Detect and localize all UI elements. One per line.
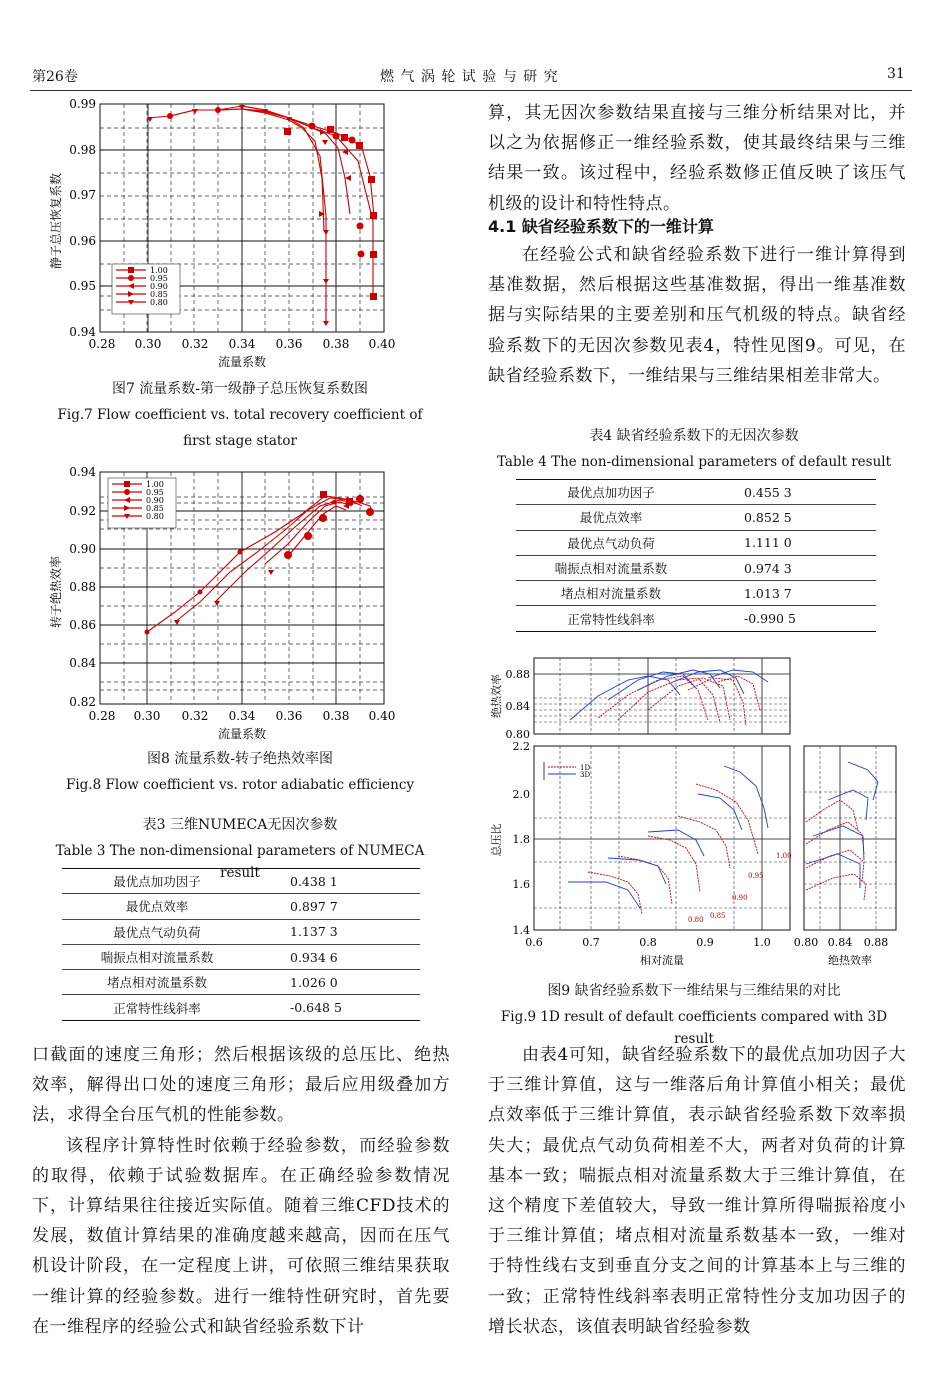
- figure-9: [488, 650, 908, 975]
- legend-label: 0.95: [146, 488, 164, 497]
- x-tick: 0.28: [88, 709, 116, 723]
- right-body-text-mid: [488, 240, 906, 391]
- y-tick: 0.80: [505, 728, 530, 741]
- y-tick: 1.8: [512, 833, 530, 846]
- speed-line-label: 0.95: [748, 872, 764, 880]
- y-axis-label: 转子绝热效率: [49, 555, 63, 629]
- legend-marker-circle: [124, 489, 130, 495]
- table-cell: 1.013 7: [706, 581, 876, 606]
- table-cell: 0.438 1: [252, 869, 420, 894]
- x-tick: 0.40: [368, 337, 396, 351]
- x-tick: 0.84: [827, 936, 853, 949]
- figure-8: [40, 462, 460, 742]
- legend-label: 0.85: [146, 504, 164, 513]
- y-tick: 0.84: [69, 656, 96, 670]
- speed-line-label: 1.00: [776, 852, 792, 860]
- x-tick: 0.6: [525, 936, 543, 949]
- legend-label: 0.90: [146, 496, 164, 505]
- x-tick: 0.80: [793, 936, 819, 949]
- table-4: [516, 479, 876, 632]
- y-tick: 0.94: [69, 325, 96, 339]
- legend-marker-square: [128, 267, 134, 273]
- table-cell: 正常特性线斜率: [516, 606, 706, 631]
- table-cell: -0.990 5: [706, 606, 876, 631]
- table-cell: 最优点效率: [516, 505, 706, 530]
- x-axis-label: 绝热效率: [828, 954, 872, 967]
- y-tick: 1.6: [512, 878, 530, 891]
- y-tick: 0.88: [505, 668, 530, 681]
- y-tick: 0.97: [69, 188, 96, 202]
- y-tick: 0.86: [69, 618, 96, 632]
- legend-marker-square: [124, 481, 130, 487]
- fig7-caption-en-2: first stage stator: [183, 433, 297, 449]
- x-tick: 0.8: [639, 936, 657, 949]
- x-tick: 0.7: [582, 936, 600, 949]
- table-3: [62, 868, 420, 1021]
- table-row: [62, 919, 420, 944]
- x-tick: 0.38: [322, 709, 350, 723]
- y-tick: 0.99: [69, 97, 96, 111]
- table-row: [516, 505, 876, 530]
- legend-label: 0.80: [150, 298, 168, 307]
- x-tick: 0.34: [228, 337, 256, 351]
- table4-title-en: Table 4 The non-dimensional parameters of default result: [496, 454, 892, 470]
- table-cell: 0.852 5: [706, 505, 876, 530]
- fig7-caption-cn: 图7 流量系数-第一级静子总压恢复系数图: [111, 381, 369, 397]
- fig9-caption-en: Fig.9 1D result of default coefficients compared with 3D result: [500, 1009, 888, 1047]
- legend-label: 0.90: [150, 282, 168, 291]
- x-tick: 0.38: [322, 337, 350, 351]
- table-cell: 1.111 0: [706, 530, 876, 555]
- x-tick: 0.36: [275, 337, 303, 351]
- table3-title-en: Table 3 The non-dimensional parameters of NUMECA result: [55, 843, 425, 881]
- table-cell: -0.648 5: [252, 995, 420, 1020]
- table-row: [516, 480, 876, 505]
- table-row: [516, 530, 876, 555]
- x-axis-label: 流量系数: [217, 727, 267, 741]
- x-axis-label: 相对流量: [640, 954, 684, 967]
- fig8-caption-en: Fig.8 Flow coefficient vs. rotor adiabatic efficiency: [65, 777, 415, 793]
- x-tick: 0.9: [696, 936, 714, 949]
- y-tick: 0.96: [69, 234, 96, 248]
- table-row: [516, 555, 876, 580]
- legend-marker-circle: [128, 275, 134, 281]
- table-cell: 正常特性线斜率: [62, 995, 252, 1020]
- y-tick: 0.90: [69, 542, 96, 556]
- x-tick: 1.0: [753, 936, 771, 949]
- fig7-caption-en-1: Fig.7 Flow coefficient vs. total recovery coefficient of: [57, 407, 423, 423]
- table-cell: 喘振点相对流量系数: [516, 555, 706, 580]
- table-row: [516, 581, 876, 606]
- legend-label: 0.85: [150, 290, 168, 299]
- section-heading: 4.1 缺省经验系数下的一维计算: [488, 217, 714, 236]
- y-tick: 0.88: [69, 580, 96, 594]
- x-tick: 0.28: [88, 337, 116, 351]
- legend-label: 0.80: [146, 512, 164, 521]
- table-cell: 0.934 6: [252, 944, 420, 969]
- table4-title-cn: 表4 缺省经验系数下的无因次参数: [589, 428, 799, 444]
- left-body-text: [32, 1040, 450, 1342]
- paragraph: 由表4可知，缺省经验系数下的最优点加功因子大于三维计算值，这与一维落后角计算值小相关；最优点效率低于三维计算值，表示缺省经验系数下效率损失大；最优点气动负荷相差不大，两者对负荷的计算基本一致；喘振点相对流量系数大于三维计算值，在这个精度下差值较大，导致一维计算所得喘振裕度小于三维计算值；堵点相对流量系数基本一致，一维对于特性线右支到垂直分支之间的计算基本上与三维的一致；正常特性线斜率表明正常特性分支加功因子的增长状态，该值表明缺省经验参数: [488, 1045, 906, 1337]
- table-cell: 1.026 0: [252, 970, 420, 995]
- table-row: [62, 894, 420, 919]
- table-cell: 堵点相对流量系数: [516, 581, 706, 606]
- table-row: [62, 995, 420, 1020]
- x-tick: 0.32: [181, 337, 209, 351]
- speed-line-label: 0.85: [710, 912, 726, 920]
- table-cell: 堵点相对流量系数: [62, 970, 252, 995]
- paragraph: 口截面的速度三角形；然后根据该级的总压比、绝热效率，解得出口处的速度三角形；最后应用级叠加方法，求得全台压气机的性能参数。: [32, 1045, 450, 1126]
- y-tick: 0.92: [69, 504, 96, 518]
- x-tick: 0.36: [275, 709, 303, 723]
- y-axis-label: 绝热效率: [490, 674, 503, 718]
- y-tick: 0.95: [69, 279, 96, 293]
- table-cell: 0.455 3: [706, 480, 876, 505]
- y-tick: 1.4: [512, 924, 530, 937]
- table-cell: 0.897 7: [252, 894, 420, 919]
- table3-title-cn: 表3 三维NUMECA无因次参数: [142, 817, 338, 833]
- table-cell: 最优点气动负荷: [516, 530, 706, 555]
- y-tick: 2.0: [512, 788, 530, 801]
- y-axis-label: 静子总压恢复系数: [49, 172, 63, 270]
- table-cell: 最优点气动负荷: [62, 919, 252, 944]
- legend-label: 3D: [580, 771, 591, 779]
- paragraph: 在经验公式和缺省经验系数下进行一维计算得到基准数据，然后根据这些基准数据，得出一维基准数据与实际结果的主要差别和压气机级的特点。缺省经验系数下的无因次参数见表4，特性见图9。可见，在缺省经验系数下，一维结果与三维结果相差非常大。: [488, 245, 906, 386]
- right-body-text-top: [488, 98, 906, 219]
- x-tick: 0.40: [368, 709, 396, 723]
- legend-label: 1.00: [146, 480, 164, 489]
- legend-label: 1D: [580, 764, 591, 772]
- y-tick: 0.82: [69, 695, 96, 709]
- legend-label: 1.00: [150, 266, 168, 275]
- table-cell: 最优点效率: [62, 894, 252, 919]
- fig9-caption-cn: 图9 缺省经验系数下一维结果与三维结果的对比: [547, 983, 841, 999]
- x-tick: 0.30: [134, 337, 162, 351]
- y-tick: 2.2: [512, 740, 530, 753]
- journal-volume: 第26卷: [32, 69, 78, 85]
- table-row: [62, 869, 420, 894]
- page-number: 31: [887, 66, 905, 82]
- fig8-caption-cn: 图8 流量系数-转子绝热效率图: [146, 751, 334, 767]
- right-body-text-bottom: [488, 1040, 906, 1342]
- x-tick: 0.88: [863, 936, 889, 949]
- table-row: [62, 970, 420, 995]
- x-tick: 0.34: [228, 709, 256, 723]
- speed-line-label: 0.90: [732, 894, 748, 902]
- table-cell: 喘振点相对流量系数: [62, 944, 252, 969]
- y-tick: 0.98: [69, 143, 96, 157]
- table-cell: 最优点加功因子: [62, 869, 252, 894]
- legend-label: 0.95: [150, 274, 168, 283]
- table-cell: 最优点加功因子: [516, 480, 706, 505]
- x-tick: 0.32: [181, 709, 209, 723]
- y-axis-label: 总压比: [490, 823, 503, 857]
- figure-7: [40, 96, 460, 376]
- table-row: [516, 606, 876, 631]
- paragraph: 该程序计算特性时依赖于经验参数，而经验参数的取得，依赖于试验数据库。在正确经验参数情况下，计算结果往往接近实际值。随着三维CFD技术的发展，数值计算结果的准确度越来越高，因而在压气机设计阶段，在一定程度上讲，可依照三维结果获取一维计算的经验参数。进行一维特性研究时，首先要在一维程序的经验公式和缺省经验系数下计: [32, 1135, 450, 1337]
- table-cell: 0.974 3: [706, 555, 876, 580]
- table-cell: 1.137 3: [252, 919, 420, 944]
- journal-title: 燃 气 涡 轮 试 验 与 研 究: [380, 69, 559, 85]
- table-row: [62, 944, 420, 969]
- header-rule: [30, 90, 912, 91]
- y-tick: 0.94: [69, 465, 96, 479]
- x-axis-label: 流量系数: [217, 355, 267, 369]
- paragraph: 算，其无因次参数结果直接与三维分析结果对比，并以之为依据修正一维经验系数，使其最终结果与三维结果一致。该过程中，经验系数修正值反映了该压气机级的设计和特性特点。: [488, 103, 906, 214]
- x-tick: 0.30: [133, 709, 161, 723]
- y-tick: 0.84: [505, 700, 530, 713]
- speed-line-label: 0.80: [688, 916, 704, 924]
